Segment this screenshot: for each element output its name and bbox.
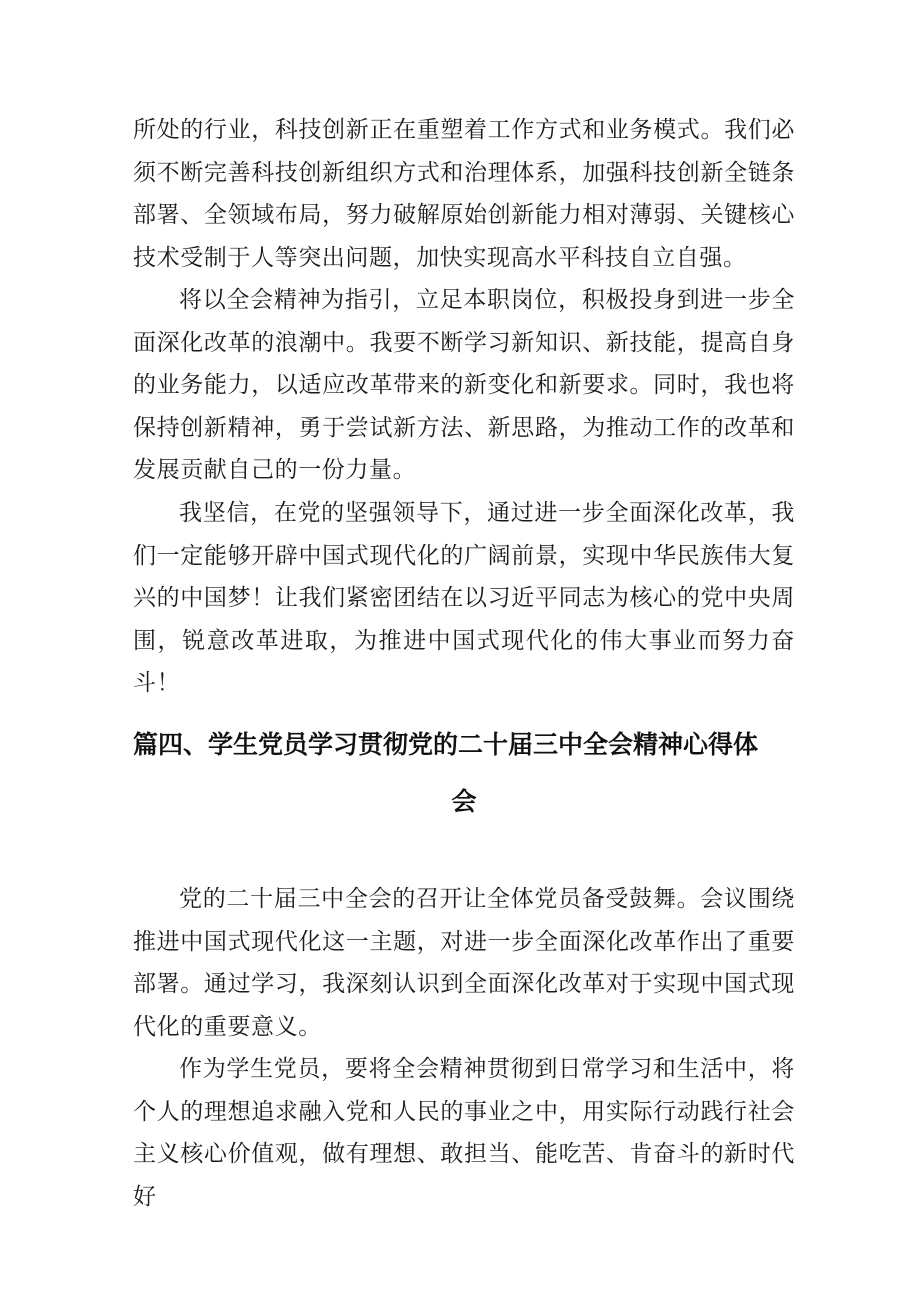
section-heading-line2: 会 [451,787,477,816]
paragraph-3: 我坚信，在党的坚强领导下，通过进一步全面深化改革，我们一定能够开辟中国式现代化的广阔前景，实现中华民族伟大复兴的中国梦！让我们紧密团结在以习近平同志为核心的党中央周围，锐意改革进取，为推进中国式现代化的伟大事业而努力奋斗！ [133,500,795,696]
paragraph-2: 将以全会精神为指引，立足本职岗位，积极投身到进一步全面深化改革的浪潮中。我要不断学习新知识、新技能，提高自身的业务能力，以适应改革带来的新变化和新要求。同时，我也将保持创新精神，勇于尝试新方法、新思路，为推动工作的改革和发展贡献自己的一份力量。 [133,287,795,483]
paragraph-1: 所处的行业，科技创新正在重塑着工作方式和业务模式。我们必须不断完善科技创新组织方式和治理体系，加强科技创新全链条部署、全领域布局，努力破解原始创新能力相对薄弱、关键核心技术受制于人等突出问题，加快实现高水平科技自立自强。 [133,117,795,271]
paragraph-5: 作为学生党员，要将全会精神贯彻到日常学习和生活中，将个人的理想追求融入党和人民的事业之中，用实际行动践行社会主义核心价值观，做有理想、敢担当、能吃苦、肯奋斗的新时代好 [133,1056,795,1210]
section-heading [133,716,795,830]
section-heading-line1: 篇四、学生党员学习贯彻党的二十届三中全会精神心得体 [133,730,759,759]
paragraph-4: 党的二十届三中全会的召开让全体党员备受鼓舞。会议围绕推进中国式现代化这一主题，对进一步全面深化改革作出了重要部署。通过学习，我深刻认识到全面深化改革对于实现中国式现代化的重要意义。 [133,886,795,1040]
